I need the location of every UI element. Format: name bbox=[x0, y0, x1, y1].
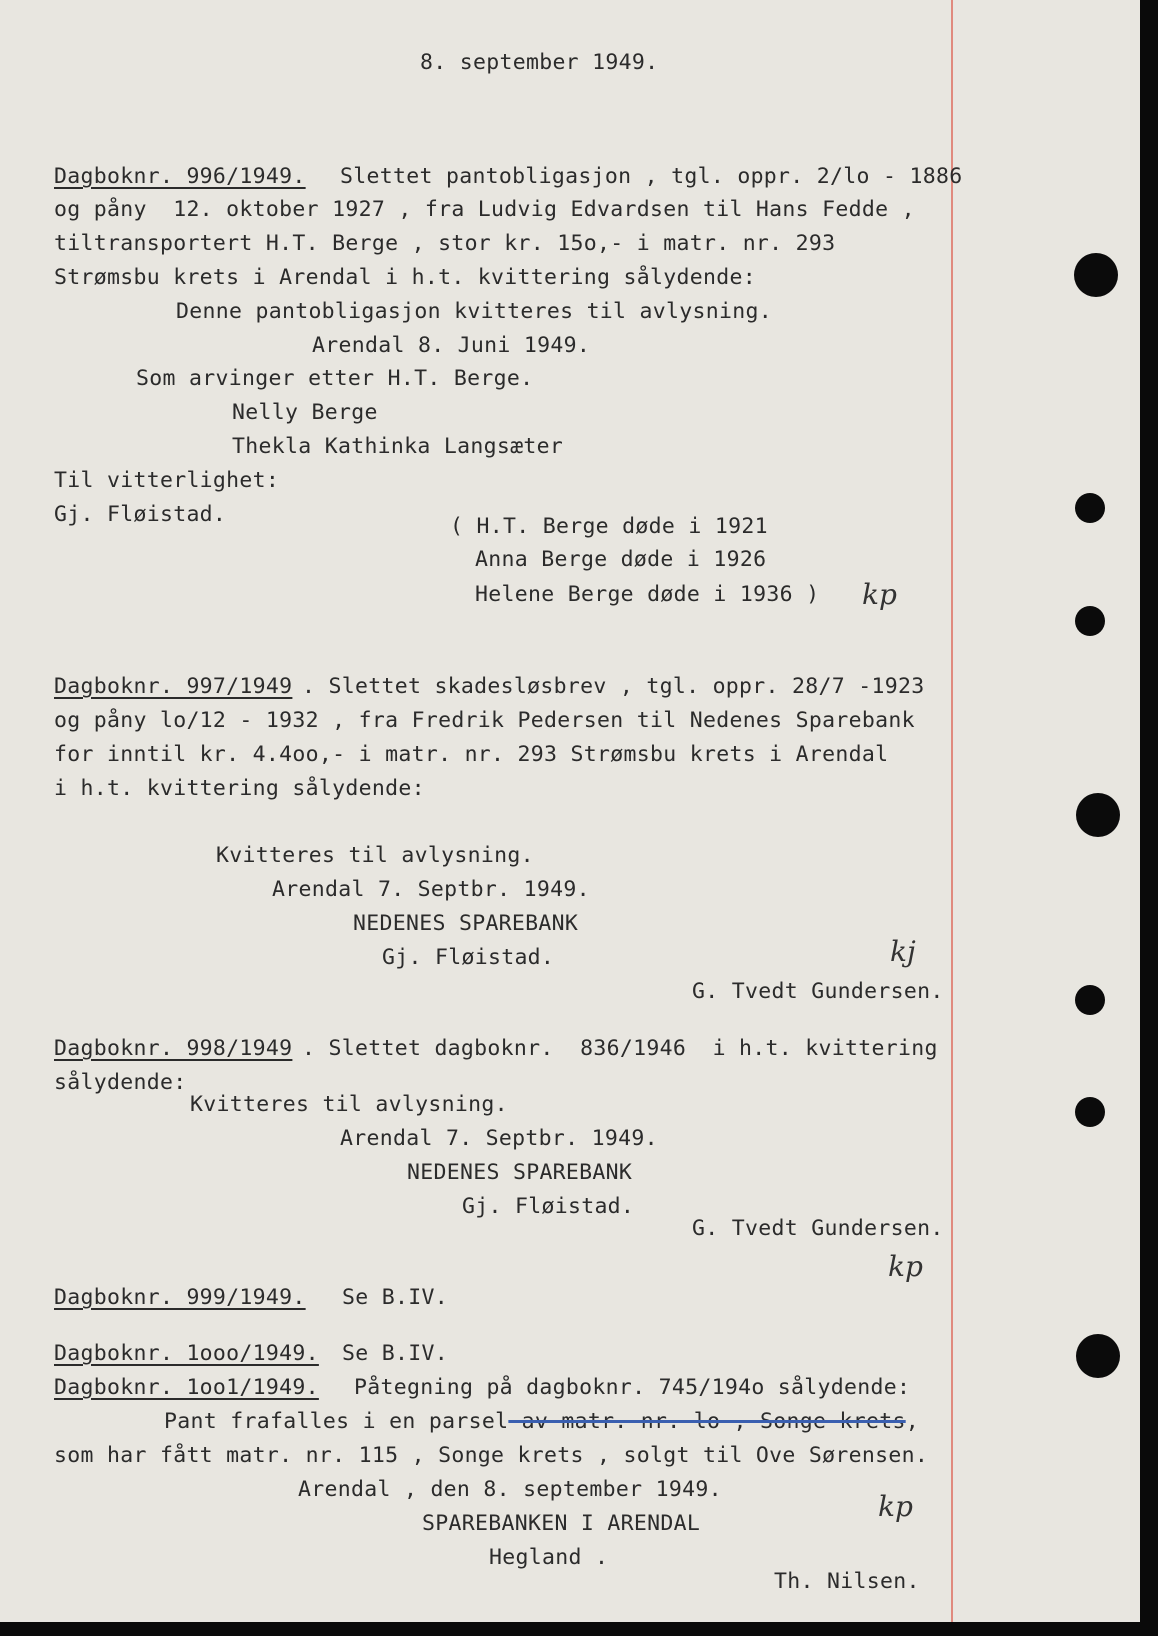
entry-1001-line-1: Påtegning på dagboknr. 745/194o sålydende: bbox=[354, 1375, 911, 1400]
entry-1001-line-2 bbox=[164, 1409, 919, 1435]
entry-1001-line-4: Arendal , den 8. september 1949. bbox=[298, 1477, 722, 1502]
entry-999-text: Se B.IV. bbox=[342, 1285, 448, 1310]
handwritten-initials-2: kj bbox=[890, 935, 916, 968]
entry-997-line-9: G. Tvedt Gundersen. bbox=[692, 979, 944, 1004]
entry-ref-996: Dagboknr. 996/1949. bbox=[54, 164, 306, 189]
entry-ref-1001: Dagboknr. 1oo1/1949. bbox=[54, 1375, 319, 1400]
punch-hole-7 bbox=[1076, 1334, 1120, 1378]
handwritten-initials-3: kp bbox=[888, 1250, 923, 1283]
entry-997-line-5: Kvitteres til avlysning. bbox=[216, 843, 534, 868]
entry-1001-line-2b: , bbox=[905, 1409, 919, 1434]
entry-996-line-6: Arendal 8. Juni 1949. bbox=[312, 333, 591, 358]
entry-996-line-11: Gj. Fløistad. bbox=[54, 502, 227, 527]
entry-997-line-6: Arendal 7. Septbr. 1949. bbox=[272, 877, 590, 902]
punch-hole-2 bbox=[1075, 493, 1105, 523]
entry-996-line-4: Strømsbu krets i Arendal i h.t. kvittering sålydende: bbox=[54, 265, 756, 290]
entry-996-line-2: og påny 12. oktober 1927 , fra Ludvig Edvardsen til Hans Fedde , bbox=[54, 197, 915, 222]
entry-997-line-2: og påny lo/12 - 1932 , fra Fredrik Pedersen til Nedenes Sparebank bbox=[54, 708, 915, 733]
entry-996-line-10: Til vitterlighet: bbox=[54, 468, 280, 493]
entry-997-line-3: for inntil kr. 4.4oo,- i matr. nr. 293 Strømsbu krets i Arendal bbox=[54, 742, 889, 767]
entry-ref-1000: Dagboknr. 1ooo/1949. bbox=[54, 1341, 319, 1366]
entry-996-line-8: Nelly Berge bbox=[232, 400, 378, 425]
entry-996-note-3: Helene Berge døde i 1936 ) bbox=[475, 582, 820, 607]
entry-1001-line-3: som har fått matr. nr. 115 , Songe krets , solgt til Ove Sørensen. bbox=[54, 1443, 929, 1468]
entry-1001-line-2a: Pant frafalles i en parsel bbox=[164, 1409, 509, 1434]
entry-996-line-9: Thekla Kathinka Langsæter bbox=[232, 434, 564, 459]
entry-996-note-1: ( H.T. Berge døde i 1921 bbox=[450, 514, 768, 539]
entry-1001-line-5: SPAREBANKEN I ARENDAL bbox=[422, 1511, 701, 1536]
entry-996-line-3: tiltransportert H.T. Berge , stor kr. 15o,- i matr. nr. 293 bbox=[54, 231, 836, 256]
entry-1001-line-7: Th. Nilsen. bbox=[774, 1569, 920, 1594]
entry-998-line-1: . Slettet dagboknr. 836/1946 i h.t. kvittering bbox=[302, 1036, 938, 1061]
entry-997-line-8: Gj. Fløistad. bbox=[382, 945, 555, 970]
entry-998-line-3: Kvitteres til avlysning. bbox=[190, 1092, 508, 1117]
struck-text: av matr. nr. lo , Songe krets bbox=[508, 1409, 906, 1434]
punch-hole-5 bbox=[1075, 985, 1105, 1015]
punch-hole-3 bbox=[1075, 606, 1105, 636]
entry-998-line-4: Arendal 7. Septbr. 1949. bbox=[340, 1126, 658, 1151]
entry-1000-text: Se B.IV. bbox=[342, 1341, 448, 1366]
entry-997-line-4: i h.t. kvittering sålydende: bbox=[54, 776, 425, 801]
entry-998-line-2: sålydende: bbox=[54, 1070, 187, 1095]
entry-997-line-7: NEDENES SPAREBANK bbox=[353, 911, 579, 936]
punch-hole-1 bbox=[1074, 253, 1118, 297]
entry-996-line-7: Som arvinger etter H.T. Berge. bbox=[136, 366, 534, 391]
punch-hole-6 bbox=[1075, 1097, 1105, 1127]
entry-996-note-2: Anna Berge døde i 1926 bbox=[475, 547, 767, 572]
date-header: 8. september 1949. bbox=[420, 50, 659, 75]
entry-996-line-5: Denne pantobligasjon kvitteres til avlysning. bbox=[176, 299, 772, 324]
entry-ref-998: Dagboknr. 998/1949 bbox=[54, 1036, 293, 1061]
entry-998-line-5: NEDENES SPAREBANK bbox=[407, 1160, 633, 1185]
entry-998-line-7: G. Tvedt Gundersen. bbox=[692, 1216, 944, 1241]
entry-997-line-1: . Slettet skadesløsbrev , tgl. oppr. 28/7 -1923 bbox=[302, 674, 925, 699]
entry-1001-line-6: Hegland . bbox=[489, 1545, 609, 1570]
punch-hole-4 bbox=[1076, 793, 1120, 837]
entry-998-line-6: Gj. Fløistad. bbox=[462, 1194, 635, 1219]
margin-line bbox=[951, 0, 953, 1622]
handwritten-initials-4: kp bbox=[878, 1490, 913, 1523]
entry-ref-997: Dagboknr. 997/1949 bbox=[54, 674, 293, 699]
entry-996-line-1: Slettet pantobligasjon , tgl. oppr. 2/lo - 1886 bbox=[340, 164, 963, 189]
handwritten-initials-1: kp bbox=[862, 578, 897, 611]
entry-ref-999: Dagboknr. 999/1949. bbox=[54, 1285, 306, 1310]
